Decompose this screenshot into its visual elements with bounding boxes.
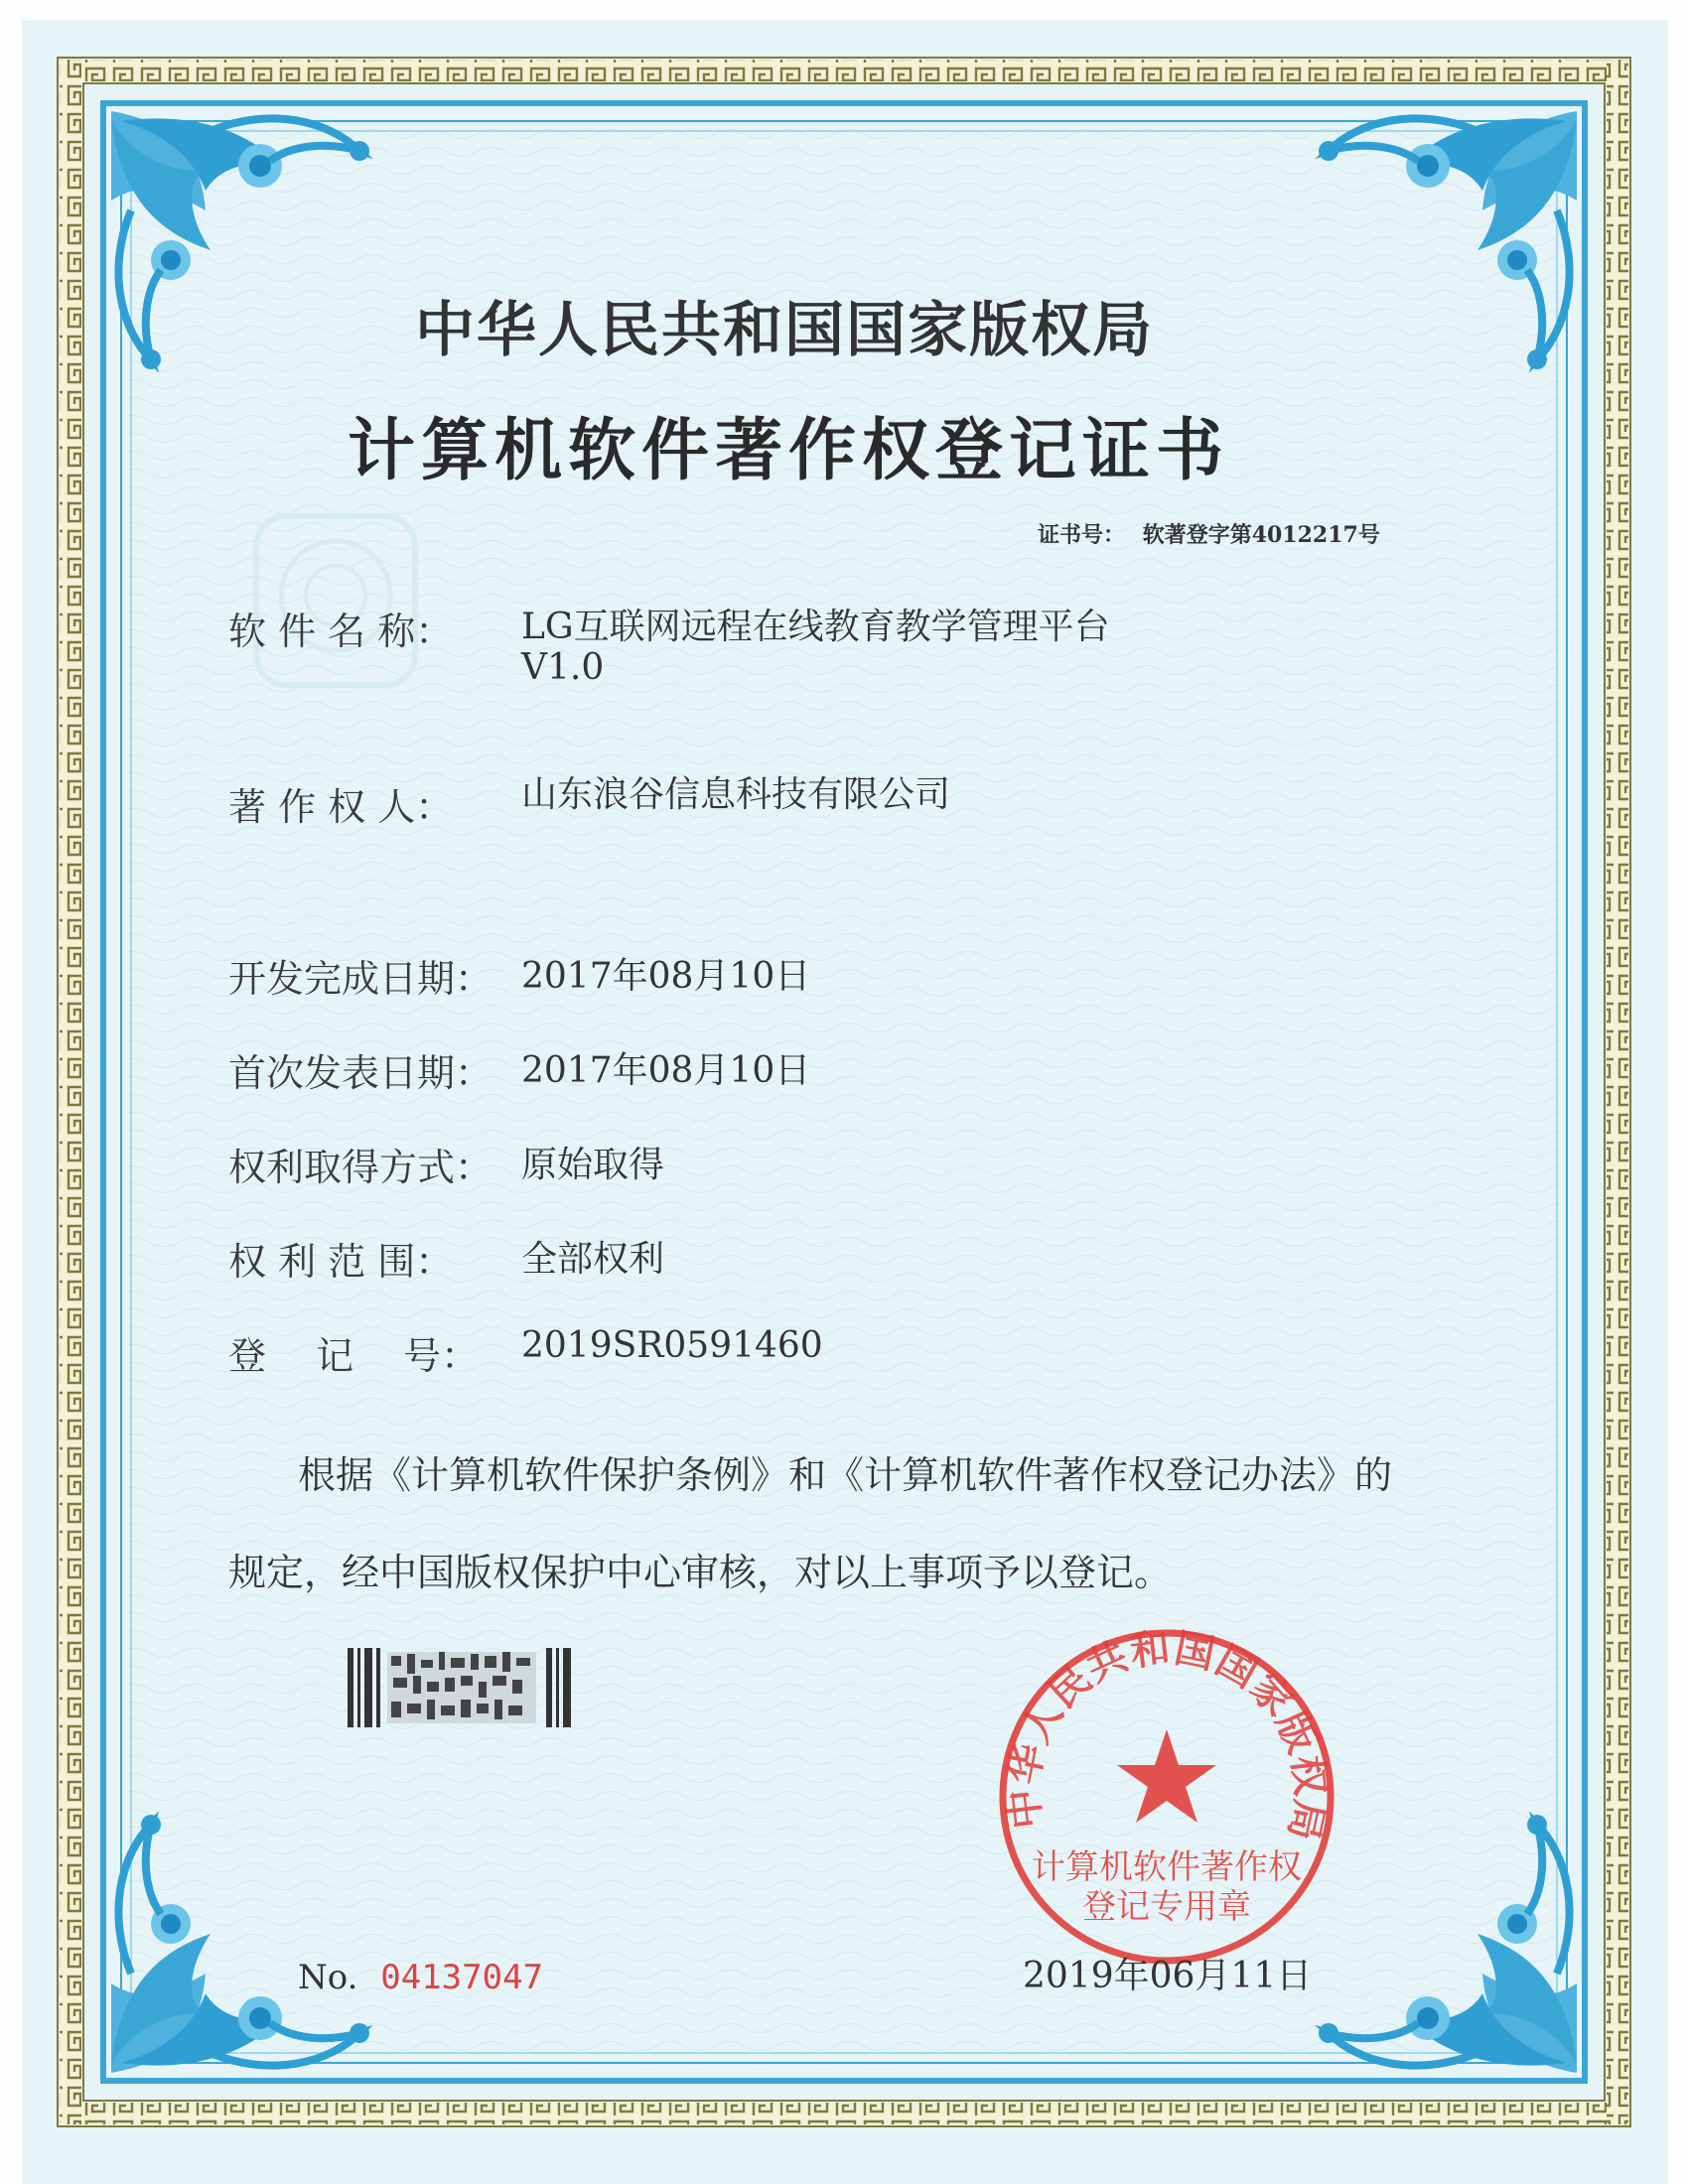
field-label-software-name: 软 件 名 称： (228, 610, 454, 653)
serial-number-label: No. (298, 1958, 358, 1997)
seal-ring-text: 中华人民共和国国家版权局 (999, 1624, 1335, 1846)
field-value-software-version: V1.0 (521, 647, 605, 688)
official-seal (983, 1618, 1350, 1976)
field-value-registration-number: 2019SR0591460 (521, 1325, 823, 1366)
certificate-number-value: 软著登字第4012217号 (1142, 522, 1380, 548)
certificate-number (1038, 518, 1380, 549)
seal-inner-line-1: 计算机软件著作权 (1032, 1847, 1302, 1887)
field-label-publication-date: 首次发表日期： (228, 1051, 493, 1095)
issuing-authority: 中华人民共和国国家版权局 (415, 296, 1154, 365)
field-label-completion-date: 开发完成日期： (228, 957, 493, 1001)
field-value-rights-scope: 全部权利 (521, 1239, 665, 1280)
field-value-copyright-owner: 山东浪谷信息科技有限公司 (521, 774, 951, 815)
seal-star (1117, 1729, 1216, 1823)
serial-number-value: 04137047 (380, 1958, 544, 1997)
field-value-software-name: LG互联网远程在线教育教学管理平台 (521, 607, 1110, 647)
field-label-acquisition-method: 权利取得方式： (228, 1146, 493, 1189)
certificate-title: 计算机软件著作权登记证书 (348, 411, 1230, 490)
issue-date: 2019年06月11日 (1023, 1956, 1313, 1996)
serial-number (298, 1958, 543, 1997)
seal-inner-line-2: 登记专用章 (1082, 1887, 1251, 1927)
statement-line-2: 规定，经中国版权保护中心审核，对以上事项予以登记。 (228, 1551, 1173, 1594)
field-value-acquisition-method: 原始取得 (521, 1145, 665, 1185)
field-label-registration-number: 登 记 号： (228, 1334, 480, 1378)
statement-line-1: 根据《计算机软件保护条例》和《计算机软件著作权登记办法》的 (298, 1453, 1393, 1497)
field-label-rights-scope: 权 利 范 围： (228, 1240, 454, 1284)
field-value-completion-date: 2017年08月10日 (521, 956, 811, 997)
barcode (348, 1648, 576, 1727)
field-value-publication-date: 2017年08月10日 (521, 1050, 811, 1091)
field-label-copyright-owner: 著 作 权 人： (228, 785, 454, 829)
certificate-number-label: 证书号： (1038, 522, 1126, 548)
